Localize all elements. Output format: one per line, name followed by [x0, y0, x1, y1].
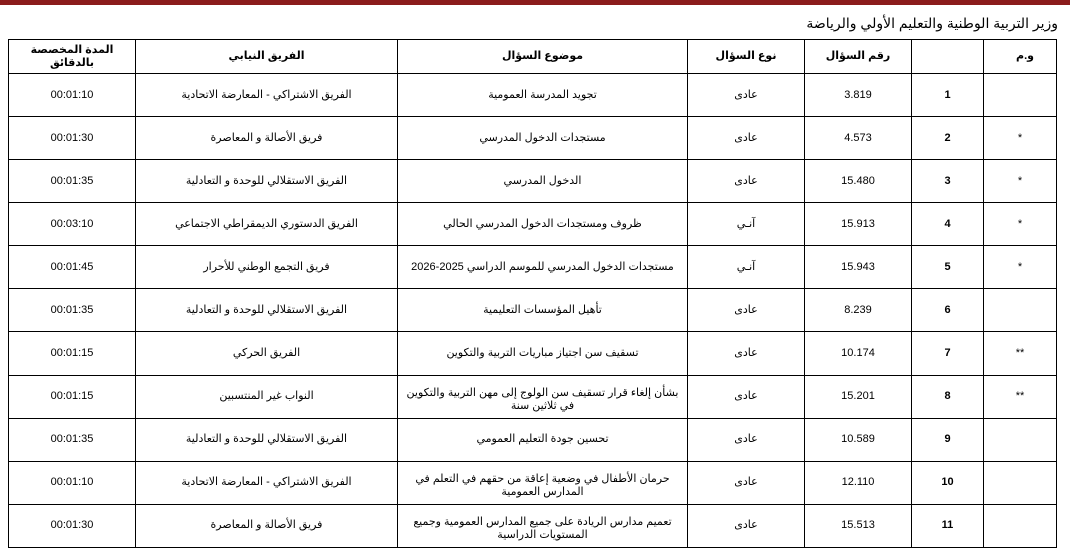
cell-order [984, 504, 1057, 547]
cell-question-number: 15.201 [805, 375, 912, 418]
cell-question-type: عادى [688, 504, 805, 547]
cell-group: الفريق الاستقلالي للوحدة و التعادلية [136, 418, 398, 461]
cell-duration: 00:01:15 [9, 332, 136, 375]
cell-duration: 00:03:10 [9, 203, 136, 246]
cell-group: الفريق الاشتراكي - المعارضة الاتحادية [136, 461, 398, 504]
cell-number: 7 [912, 332, 984, 375]
cell-topic: حرمان الأطفال في وضعية إعاقة من حقهم في التعلم في المدارس العمومية [398, 461, 688, 504]
cell-group: الفريق الاستقلالي للوحدة و التعادلية [136, 289, 398, 332]
cell-topic: ظروف ومستجدات الدخول المدرسي الحالي [398, 203, 688, 246]
cell-question-number: 8.239 [805, 289, 912, 332]
col-header-group: الفريق النيابي [136, 40, 398, 74]
cell-order [984, 289, 1057, 332]
cell-group: الفريق الحركي [136, 332, 398, 375]
table-row [9, 289, 1057, 332]
cell-order [984, 418, 1057, 461]
cell-question-number: 3.819 [805, 74, 912, 117]
cell-duration: 00:01:30 [9, 117, 136, 160]
cell-group: فريق الأصالة و المعاصرة [136, 117, 398, 160]
cell-group: الفريق الاشتراكي - المعارضة الاتحادية [136, 74, 398, 117]
cell-group: الفريق الاستقلالي للوحدة و التعادلية [136, 160, 398, 203]
cell-topic: تسقيف سن اجتياز مباريات التربية والتكوين [398, 332, 688, 375]
cell-question-number: 15.913 [805, 203, 912, 246]
cell-number: 8 [912, 375, 984, 418]
cell-duration: 00:01:35 [9, 160, 136, 203]
cell-topic: تحسين جودة التعليم العمومي [398, 418, 688, 461]
cell-question-number: 10.174 [805, 332, 912, 375]
cell-question-type: عادى [688, 461, 805, 504]
cell-number: 3 [912, 160, 984, 203]
cell-duration: 00:01:15 [9, 375, 136, 418]
col-header-question-number: رقم السؤال [805, 40, 912, 74]
col-header-number [912, 40, 984, 74]
col-header-topic: موضوع السؤال [398, 40, 688, 74]
cell-number: 1 [912, 74, 984, 117]
cell-number: 5 [912, 246, 984, 289]
cell-topic: الدخول المدرسي [398, 160, 688, 203]
cell-question-type: عادى [688, 160, 805, 203]
cell-group: فريق التجمع الوطني للأحرار [136, 246, 398, 289]
cell-number: 11 [912, 504, 984, 547]
cell-question-number: 15.943 [805, 246, 912, 289]
col-header-order: و.م [984, 40, 1057, 74]
cell-group: النواب غير المنتسبين [136, 375, 398, 418]
table-row [9, 461, 1057, 504]
cell-question-number: 10.589 [805, 418, 912, 461]
cell-order [984, 461, 1057, 504]
table-row [9, 74, 1057, 117]
col-header-question-type: نوع السؤال [688, 40, 805, 74]
cell-topic: تعميم مدارس الريادة على جميع المدارس العمومية وجميع المستويات الدراسية [398, 504, 688, 547]
cell-question-type: عادى [688, 117, 805, 160]
cell-number: 4 [912, 203, 984, 246]
cell-order: * [984, 117, 1057, 160]
table-row [9, 246, 1057, 289]
cell-question-type: آنـي [688, 246, 805, 289]
cell-duration: 00:01:35 [9, 289, 136, 332]
table-row [9, 418, 1057, 461]
cell-topic: مستجدات الدخول المدرسي للموسم الدراسي 2025-2026 [398, 246, 688, 289]
cell-number: 6 [912, 289, 984, 332]
cell-question-number: 15.513 [805, 504, 912, 547]
cell-question-number: 15.480 [805, 160, 912, 203]
cell-question-number: 12.110 [805, 461, 912, 504]
cell-order: * [984, 160, 1057, 203]
table-row [9, 160, 1057, 203]
cell-topic: تأهيل المؤسسات التعليمية [398, 289, 688, 332]
cell-duration: 00:01:35 [9, 418, 136, 461]
cell-duration: 00:01:10 [9, 74, 136, 117]
cell-order: ** [984, 332, 1057, 375]
table-row [9, 332, 1057, 375]
document-title: وزير التربية الوطنية والتعليم الأولي والرياضة [806, 15, 1058, 31]
top-accent-bar [0, 0, 1070, 5]
cell-order: * [984, 246, 1057, 289]
cell-duration: 00:01:45 [9, 246, 136, 289]
cell-group: الفريق الدستوري الديمقراطي الاجتماعي [136, 203, 398, 246]
table-row [9, 117, 1057, 160]
cell-number: 10 [912, 461, 984, 504]
cell-number: 2 [912, 117, 984, 160]
table-row [9, 504, 1057, 547]
cell-topic: مستجدات الدخول المدرسي [398, 117, 688, 160]
cell-order: * [984, 203, 1057, 246]
cell-question-type: عادى [688, 74, 805, 117]
cell-question-type: عادى [688, 418, 805, 461]
cell-group: فريق الأصالة و المعاصرة [136, 504, 398, 547]
cell-question-type: عادى [688, 289, 805, 332]
cell-question-type: عادى [688, 375, 805, 418]
col-header-duration: المدة المخصصة بالدقائق [9, 40, 136, 74]
cell-order [984, 74, 1057, 117]
cell-number: 9 [912, 418, 984, 461]
cell-question-type: آنـي [688, 203, 805, 246]
cell-question-number: 4.573 [805, 117, 912, 160]
questions-table [8, 39, 1057, 548]
table-header-row [9, 40, 1057, 74]
table-row [9, 375, 1057, 418]
cell-question-type: عادى [688, 332, 805, 375]
table-row [9, 203, 1057, 246]
cell-topic: بشأن إلغاء قرار تسقيف سن الولوج إلى مهن التربية والتكوين في ثلاثين سنة [398, 375, 688, 418]
cell-duration: 00:01:30 [9, 504, 136, 547]
cell-duration: 00:01:10 [9, 461, 136, 504]
cell-order: ** [984, 375, 1057, 418]
cell-topic: تجويد المدرسة العمومية [398, 74, 688, 117]
